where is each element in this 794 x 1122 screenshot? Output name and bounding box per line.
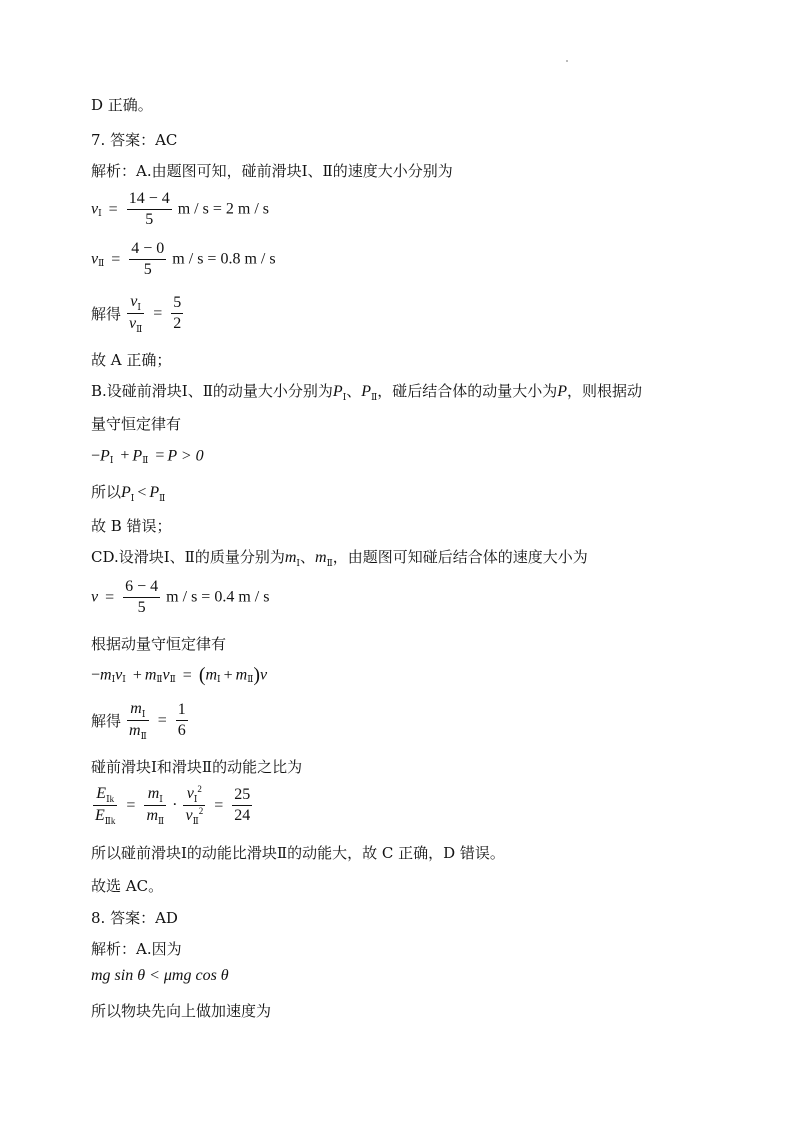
fraction: $\frac{4 - 0}{5}$	[131, 240, 165, 278]
line-d-correct: D 正确。	[91, 96, 153, 114]
analysis-7a: 解析：A.由题图可知，碰前滑块Ⅰ、Ⅱ的速度大小分别为	[91, 162, 453, 180]
scan-speck	[566, 60, 568, 62]
equation-momentum: $-P_Ⅰ + P_Ⅱ = P > 0$	[91, 447, 204, 465]
fraction: $\frac{1}{6}$	[177, 701, 186, 739]
fraction: $\frac{6 - 4}{5}$	[125, 578, 159, 616]
equation-mass-momentum: $-m_Ⅰv_Ⅰ + m_Ⅱv_Ⅱ = (m_Ⅰ + m_Ⅱ)v$	[91, 664, 268, 686]
var-v: v	[91, 200, 99, 218]
equation-v-combined: v = $\frac{6 - 4}{5}$ m / s = 0.4 m / s	[91, 578, 270, 616]
equation-mass-ratio: 解得 $\frac{m_Ⅰ}{m_Ⅱ}$ = $\frac{1}{6}$	[91, 700, 186, 741]
momentum-law-line: 根据动量守恒定律有	[91, 635, 227, 653]
fraction: $\frac{5}{2}$	[173, 294, 182, 332]
equation-v2: $v_Ⅱ$ = $\frac{4 - 0}{5}$ m / s = 0.8 m / s	[91, 240, 276, 278]
analysis-8a-cont: 所以物块先向上做加速度为	[91, 1002, 272, 1020]
fraction: $\frac{m_Ⅰ}{m_Ⅱ}$	[146, 785, 165, 826]
equation-friction: mg sin θ < μmg cos θ	[91, 967, 229, 984]
conclusion-cd: 所以碰前滑块Ⅰ的动能比滑块Ⅱ的动能大，故 C 正确，D 错误。	[91, 844, 505, 862]
final-choice-7: 故选 AC。	[91, 877, 164, 895]
equation-velocity-ratio: 解得 $\frac{v_Ⅰ}{v_Ⅱ}$ = $\frac{5}{2}$	[91, 293, 182, 334]
fraction: $\frac{14 - 4}{5}$	[128, 190, 170, 228]
fraction: $\frac{25}{24}$	[234, 786, 251, 824]
analysis-7cd: CD.设滑块Ⅰ、Ⅱ的质量分别为$m_Ⅰ$、$m_Ⅱ$，由题图可知碰后结合体的速度大小为	[91, 548, 588, 569]
analysis-7b-cont: 量守恒定律有	[91, 415, 182, 433]
fraction: $\frac{v_Ⅰ^2}{v_Ⅱ^2}$	[185, 784, 204, 826]
conclusion-b: 故 B 错误；	[91, 517, 172, 535]
conclusion-a: 故 A 正确；	[91, 351, 172, 369]
equation-v1: $v_Ⅰ$ = $\frac{14 - 4}{5}$ m / s = 2 m / s	[91, 190, 269, 228]
fraction: $\frac{m_Ⅰ}{m_Ⅱ}$	[129, 700, 147, 741]
fraction: $\frac{v_Ⅰ}{v_Ⅱ}$	[129, 293, 143, 334]
fraction: $\frac{E_{Ⅰk}}{E_{Ⅱk}}$	[95, 785, 116, 826]
answer-7: 7. 答案：AC	[91, 131, 178, 149]
analysis-8a: 解析：A.因为	[91, 940, 182, 958]
answer-8: 8. 答案：AD	[91, 909, 178, 927]
kinetic-energy-ratio-line: 碰前滑块Ⅰ和滑块Ⅱ的动能之比为	[91, 758, 303, 776]
equation-energy-ratio: $\frac{E_{Ⅰk}}{E_{Ⅱk}}$ = $\frac{m_Ⅰ}{m_Ⅱ}$ · $\frac{v_Ⅰ^2}{v_Ⅱ^2}$ = $\frac{25}{24}$	[95, 784, 251, 826]
momentum-inequality: 所以$P_Ⅰ < P_Ⅱ$	[91, 483, 166, 504]
analysis-7b: B.设碰前滑块Ⅰ、Ⅱ的动量大小分别为$P_Ⅰ$、$P_Ⅱ$，碰后结合体的动量大小为P，则根据动	[91, 382, 642, 403]
